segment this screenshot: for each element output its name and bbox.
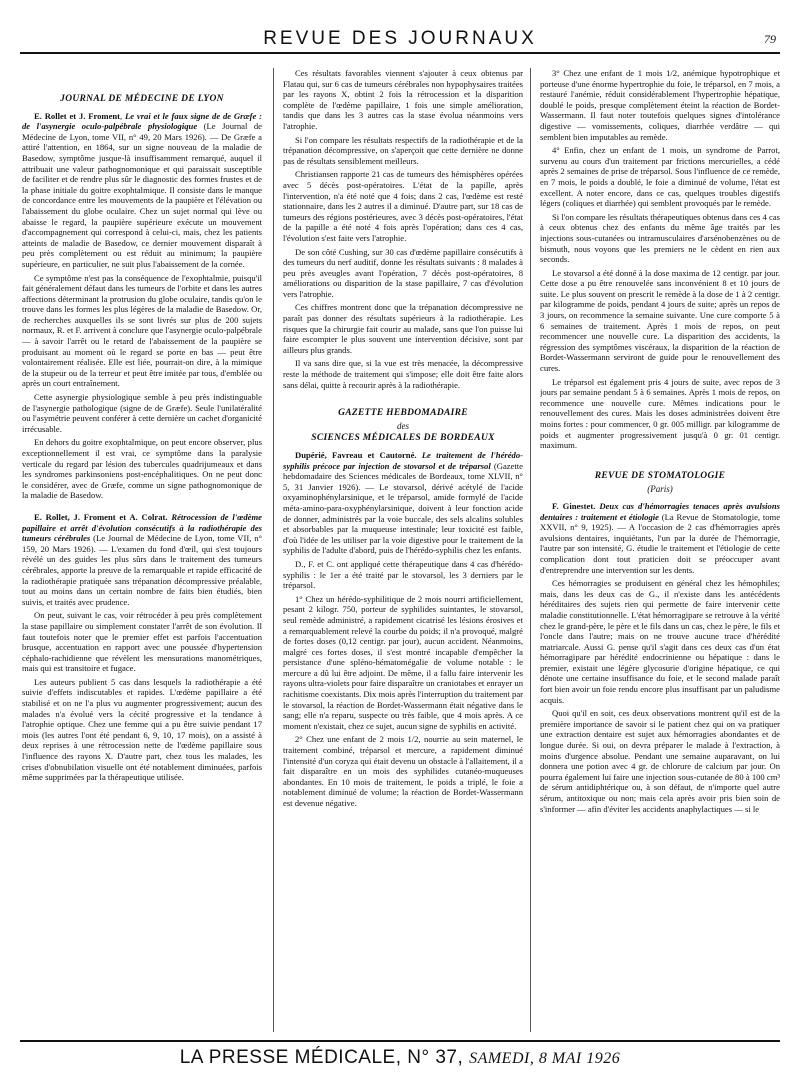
article-paragraph: Si l'on compare les résultats thérapeutiques obtenus dans ces 4 cas à ceux obtenus chez des enfants du même âge traités par les injections sous-cutanées ou intramusculaires d'arsénobenzènes ou de bismuth, nous voyons que les premiers ne le cèdent en rien aux seconds.: [540, 211, 780, 265]
article-paragraph: 1° Chez un hérédo-syphilitique de 2 mois nourri artificiellement, pesant 2 kilogr. 750, porteur de syphilides suintantes, le stovarsol, seul remède administré, a rapidement cicatrisé les lésions érosives et a remarquablement relevé la courbe du poids; il n'a provoqué, malgré de fortes doses (0,12 centigr. par jour), aucun accident. Néanmoins, malgré ces fortes doses, il s'est montré incapable d'empêcher la persistance d'une spléno-hématomégalie de volume notable : le mercure a dû lui être adjoint. De même, il a fallu faire intervenir les rayons ultra-violets pour faire disparaître un craniotabes et enrayer un rachitisme coexistants. Dix mois après l'interruption du traitement par le stovarsol, la réaction de Bordet-Wassermann était négative dans le sang; elle n'a reparu, suspecte ou très faible, que 4 mois après. A ce moment n'existait, chez ce sujet, aucun signe de syphilis en activité.: [283, 593, 523, 731]
article-paragraph: [540, 501, 780, 575]
article-paragraph: D., F. et C. ont appliqué cette thérapeutique dans 4 cas d'hérédo-syphilis : le 1er a été traité par le stovarsol, les 3 derniers par le tréparsol.: [283, 558, 523, 591]
article-text: (La Revue de Stomatologie, tome XXVII, n° 9, 1925). — A l'occasion de 2 cas d'hémorragies après avulsions dentaires, inquiétants, l'un par la durée de l'hémorragie, l'autre par son intensité, G. étudie le traitement et l'étiologie de cette complication dont tout praticien doit se préoccuper avant d'entreprendre une intervention sur les dents.: [540, 511, 780, 575]
section-heading: JOURNAL DE MÉDECINE DE LYON: [60, 94, 224, 104]
issue-date: SAMEDI, 8 MAI 1926: [469, 1050, 621, 1067]
running-title: REVUE DES JOURNAUX: [263, 28, 537, 49]
column-2: [283, 68, 523, 1034]
article-title: Deux cas d'hémorragies tenaces après avulsions dentaires : traitement et étiologie: [540, 500, 780, 522]
article-paragraph: 2° Chez une enfant de 2 mois 1/2, nourrie au sein maternel, le traitement combiné, tréparsol et mercure, a rapidement diminué l'intensité d'un coryza qui était devenu un obstacle à l'allaitement, il a fait disparaître en un mois des syphilides cutanéo-muqueuses abondantes. En 10 mois de traitement, le poids a triplé, le foie a notablement diminué de volume; la réaction de Bordet-Wassermann est devenue négative.: [283, 734, 523, 808]
page-number: 79: [764, 32, 776, 46]
page-footer: [20, 1040, 780, 1076]
column-divider: [530, 68, 531, 1032]
article-title: Le vrai et le faux signe de de Græfe : de l'asynergie oculo-palpébrale physiologique: [22, 110, 262, 132]
article-text: (Le Journal de Médecine de Lyon, tome VII, n° 49, 20 Mars 1926). — De Græfe a attiré l'attention, en 1864, sur un signe nouveau de la maladie de Basedow, symptôme jusque-là insuffisamment remarqué, auquel il attribuait une valeur pathognomonique et qui paraissait susceptible de faciliter et de rendre plus sûr le diagnostic des formes frustes et de la phase initiale du goitre exophtalmique. Il consiste dans le manque de concordance entre les mouvements de la paupière et l'élévation ou l'abaissement du globe oculaire. Chez un sujet normal qui lève ou abaisse le regard, la paupière supérieure exécute un mouvement d'accompagnement qui correspond à celui-ci, mais, chez les patients atteints de maladie de Basedow, ce dernier mouvement disparaît à peu près complètement ou est réduit au minimum; la paupière supérieure, en particulier, ne suit plus l'abaissement de la cornée.: [22, 121, 262, 269]
article-paragraph: [283, 450, 523, 556]
section-heading: SCIENCES MÉDICALES DE BORDEAUX: [311, 433, 495, 444]
article-title: Rétrocession de l'œdème papillaire et arrêt d'évolution consécutifs à la radiothérapie des tumeurs cérébrales: [22, 511, 262, 544]
article-paragraph: En dehors du goitre exophtalmique, on peut encore observer, plus exceptionnellement il est vrai, ce symptôme dans la paralysie verticale du regard par lésion des tubercules quadrijumeaux et dans les syndromes parkinsoniens post-encéphalitiques. On ne peut donc le considérer, avec de Græfe, comme un signe pathognomonique de la maladie de Basedow.: [22, 437, 262, 501]
article-paragraph: 4° Enfin, chez un enfant de 1 mois, un syndrome de Parrot, survenu au cours d'un traitement par frictions mercurielles, a cédé après 2 semaines de prise de tréparsol. Sous l'influence de ce remède, en 7 mois, le poids a doublé, le foie a diminué de volume, l'état est excellent. A noter encore, dans ce cas, quelques troubles digestifs légers (coliques et diarrhée) qui semblent provoqués par le remède.: [540, 145, 780, 209]
article-paragraph: Cette asynergie physiologique semble à peu près indistinguable de l'asynergie pathologique (signe de de Græfe). Seule l'unilatéralité ou l'asymétrie peuvent conférer à cette dernière un cachet d'organicité irrécusable.: [22, 392, 262, 434]
article-paragraph: Le stovarsol a été donné à la dose maxima de 12 centigr. par jour. Cette dose a pu être renouvelée sans inconvénient 8 et 10 jours de suite. Le plus souvent on prescrit le remède à la dose de 1 à 2 centigr. par kilogramme de poids, pendant 4 jours de suite; après un repos de 3 jours, on recommence la semaine suivante. Une cure comporte 5 à 6 semaines de traitement. Après 1 mois de repos, on peut recommencer une nouvelle cure. La disparition des accidents, la régression des symptômes viscéraux, la disparition de la réaction de Bordet-Wassermann serviront de guide pour le renouvellement des cures.: [540, 267, 780, 374]
article-paragraph: Christiansen rapporte 21 cas de tumeurs des hémisphères opérées avec 5 décès post-opératoires. L'état de la papille, après l'intervention, n'a été noté que 4 fois; dans 2 cas, l'œdème est resté stationnaire, dans les 2 autres il a diminué. D'autre part, sur 18 cas de tumeurs des régions postérieures, avec 3 décès post-opératoires, l'état de la papille a été noté 4 fois après l'opération; dans ces 4 cas, l'évolution s'est faite vers l'atrophie.: [283, 169, 523, 243]
column-1: [22, 68, 262, 1034]
section-heading-connector: des: [397, 420, 409, 431]
article-paragraph: On peut, suivant le cas, voir rétrocéder à peu près complètement la stase papillaire ou simplement constater l'arrêt de son évolution. Il faut toutefois noter que le premier effet est parfois l'accentuation brusque, accentuation en rapport avec une poussée d'hypertension céphalo-rachidienne que révèlent les mensurations manométriques, mais qui est transitoire et fugace.: [22, 610, 262, 674]
article-paragraph: Si l'on compare les résultats respectifs de la radiothérapie et de la trépanation décompressive, on s'aperçoit que cette dernière ne donne pas de résultats sensiblement meilleurs.: [283, 134, 523, 166]
column-3: [540, 68, 780, 1034]
section-subheading: (Paris): [647, 484, 673, 495]
article-paragraph: Les auteurs publient 5 cas dans lesquels la radiothérapie a été suivie d'effets indiscutables et rapides. L'œdème papillaire a été stabilisé et on ne l'a plus vu augmenter progressivement; aucun des malades n'a évolué vers la cécité progressive et la tendance à l'atrophie optique. Chez une femme qui a pu être suivie pendant 17 mois (les autres l'ont été pendant 6, 9, 10, 17 mois), on a assisté à deux reprises à une rétrocession nette de l'œdème papillaire sous l'influence des rayons X. D'autre part, chez tous les malades, les crises d'obnubilation visuelle ont été notablement diminuées, parfois même supprimées par la thérapeutique utilisée.: [22, 676, 262, 783]
footer-title: [20, 1047, 780, 1069]
article-paragraph: 3° Chez une enfant de 1 mois 1/2, anémique hypotrophique et porteuse d'une énorme hypertrophie du foie, le tréparsol, en 7 mois, a restauré l'anémie, réduit considérablement l'hypertrophie hépatique, doublé le poids, presque complètement éteint la réaction de Bordet-Wassermann. Il faut noter toutefois quelques signes d'intolérance digestive — vomissements, coliques, diarrhée verdâtre — qui semblent bien imputables au remède.: [540, 68, 780, 142]
page-header: [20, 26, 780, 54]
journal-issue: LA PRESSE MÉDICALE, N° 37,: [179, 1047, 464, 1068]
article-paragraph: Ces résultats favorables viennent s'ajouter à ceux obtenus par Flatau qui, sur 6 cas de tumeurs cérébrales non hypophysaires traitées par les rayons X, obtint 2 fois la rétrocession et la disparition complète de l'œdème papillaire, 1 fois une simple amélioration, tandis que dans les 3 autres cas la stase évolua néanmoins vers l'atrophie.: [283, 68, 523, 131]
article-paragraph: Ces hémorragies se produisent en général chez les hémophiles; mais, dans les deux cas de G., il n'existe dans les antécédents héréditaires des sujets rien qui permette de faire intervenir cette maladie constitutionnelle. L'état hémorragipare se retrouve à la vérité chez le grand-père, le père et le fils dans un cas, chez le père, le fils et l'oncle dans l'autre; mais on ne trouve aucune trace d'hérédité matriarcale. Aussi G. pense qu'il s'agit dans ces deux cas d'un état hémorragipare par hérédité endocrinienne ou hépatique : dans le premier, existait une légère glycosurie d'origine hépatique, ce qui dénote une certaine insuffisance du foie, et le second malade paraît fort bien avoir un foie rendu encore plus insuffisant par un paludisme acquis.: [540, 578, 780, 705]
article-text: (Gazette hebdomadaire des Sciences médicales de Bordeaux, tome XLVII, n° 5, 31 Janvier 1926). — Le stovarsol, dérivé acétylé de l'acide oxyaminophénylarsinique, et le tréparsol, amide formylé de l'acide méta-amino-para-oxyphénylarsinique, doivent à leur fonction acide de donner, administrés par la voie buccale, des sels alcalins solubles et absorbables par la muqueuse intestinale; leur toxicité est faible, d'où l'idée de les utiliser par la voie digestive pour le traitement de la syphilis de l'adulte d'abord, puis de l'hérédo-syphilis chez les enfants.: [283, 460, 523, 556]
column-divider: [273, 68, 274, 1032]
article-paragraph: E. Rollet et J. Froment, Le vrai et le faux signe de de Græfe : de l'asynergie oculo-palpébrale physiologique (Le Journal de Médecine de Lyon, tome VII, n° 49, 20 Mars 1926). — De Græfe a attiré l'attention, en 1864, sur un signe nouveau de la maladie de Basedow, symptôme jusque-là insuffisamment remarqué, auquel il attribuait une valeur pathognomonique et qui paraissait susceptible de faciliter et de rendre plus sûr le diagnostic des formes frustes et de la phase initiale du goitre exophtalmique. Il consiste dans le manque de concordance entre les mouvements de la paupière et l'élévation ou l'abaissement du globe oculaire. Chez un sujet normal qui lève ou abaisse le regard, la paupière supérieure exécute un mouvement d'accompagnement qui correspond à celui-ci, mais, chez les patients atteints de maladie de Basedow, ce dernier mouvement disparaît à peu près complètement ou est réduit au minimum; la paupière supérieure, en particulier, ne suit plus l'abaissement de la cornée.: [22, 110, 262, 269]
section-heading: GAZETTE HEBDOMADAIRE: [338, 408, 468, 419]
article-paragraph: [22, 512, 262, 607]
article-paragraph: Ces chiffres montrent donc que la trépanation décompressive ne paraît pas donner des résultats supérieurs à la radiothérapie. Les risques que la chirurgie fait courir au malade, sans que l'on puisse lui faire escompter le plus souvent une intervention décisive, sont par ailleurs plus grands.: [283, 302, 523, 355]
section-heading: REVUE DE STOMATOLOGIE: [594, 470, 726, 481]
article-paragraph: Le tréparsol est également pris 4 jours de suite, avec repos de 3 jours par semaine pendant 5 à 6 semaines. Après 1 mois de repos, on recommence une nouvelle cure. Mêmes indications pour le renouvellement des cures. Mais les doses administrées doivent être moins fortes : pour commencer, 0 gr. 005 milligr. par kilogramme de poids et augmenter progressivement jusqu'à 0 gr. 01 centigr. maximum.: [540, 376, 780, 451]
article-paragraph: Il va sans dire que, si la vue est très menacée, la décompressive reste la méthode de traitement qui s'impose; elle doit être faite alors sans délai, quitte à recourir après à la radiothérapie.: [283, 358, 523, 390]
article-paragraph: Ce symptôme n'est pas la conséquence de l'exophtalmie, puisqu'il fait généralement défaut dans les tumeurs de l'orbite et dans les autres affections déterminant la protrusion du globe oculaire, tandis qu'on le trouve dans les formes les plus légères de la maladie de Basedow. Or, de recherches auxquelles ils se sont livrés sur plus de 200 sujets normaux, R. et F. arrivent à conclure que l'asynergie oculo-palpébrale — à savoir l'arrêt ou le retard de l'abaissement de la paupière se produisant au moment où le regard se porte en bas — peut être volontairement réalisée. Elle est liée, pourrait-on dire, à la mimique de la stupeur ou de la terreur et peut être imitée par tous, d'emblée ou après un court entraînement.: [22, 272, 262, 389]
article-text: (Le Journal de Médecine de Lyon, tome VII, n° 159, 20 Mars 1926). — L'examen du fond d'œil, qui s'est toujours révélé un des guides les plus sûrs dans le traitement des tumeurs cérébrales, apporte la preuve de la remarquable et rapide efficacité de la radiothérapie pratiquée sans trépanation décompressive préalable, tout au moins dans un certain nombre de faits bien étudiés, bien suivis, et traités avec prudence.: [22, 533, 262, 607]
article-title: Le traitement de l'hérédo-syphilis précoce par injection de stovarsol et de tréparsol: [283, 450, 523, 471]
article-author: F. Ginestet.: [552, 500, 596, 511]
article-author: E. Rollet et J. Froment: [34, 110, 121, 121]
article-author: Dupérié, Favreau et Cautorné.: [295, 450, 417, 460]
article-author: E. Rollet, J. Froment et A. Colrat.: [34, 511, 168, 522]
article-paragraph: De son côté Cushing, sur 30 cas d'œdème papillaire consécutifs à des tumeurs du nerf auditif, donne les résultats suivants : 8 malades à peu près aveugles avant l'opération, 7 décès post-opératoires, 8 améliorations ou disparition de la stase papillaire, 7 cas d'évolution vers l'atrophie.: [283, 246, 523, 299]
article-paragraph: Quoi qu'il en soit, ces deux observations montrent qu'il est de la première importance de savoir si le patient chez qui on va pratiquer une extraction dentaire est sujet aux hémorragies abondantes et de longue durée. Si oui, on devra préparer le malade à l'extraction, à moins d'urgence absolue. Pendant une semaine auparavant, on lui donnera une potion avec 4 gr. de chlorure de calcium par jour. On pourra également lui faire une injection sous-cutanée de 80 à 100 cm³ de sérum antidiphtérique ou, à son défaut, de n'importe quel autre sérum, antitoxique ou non; mais cela après avoir pris bien soin de s'informer — afin d'éviter les accidents anaphylactiques — si le: [540, 708, 780, 814]
